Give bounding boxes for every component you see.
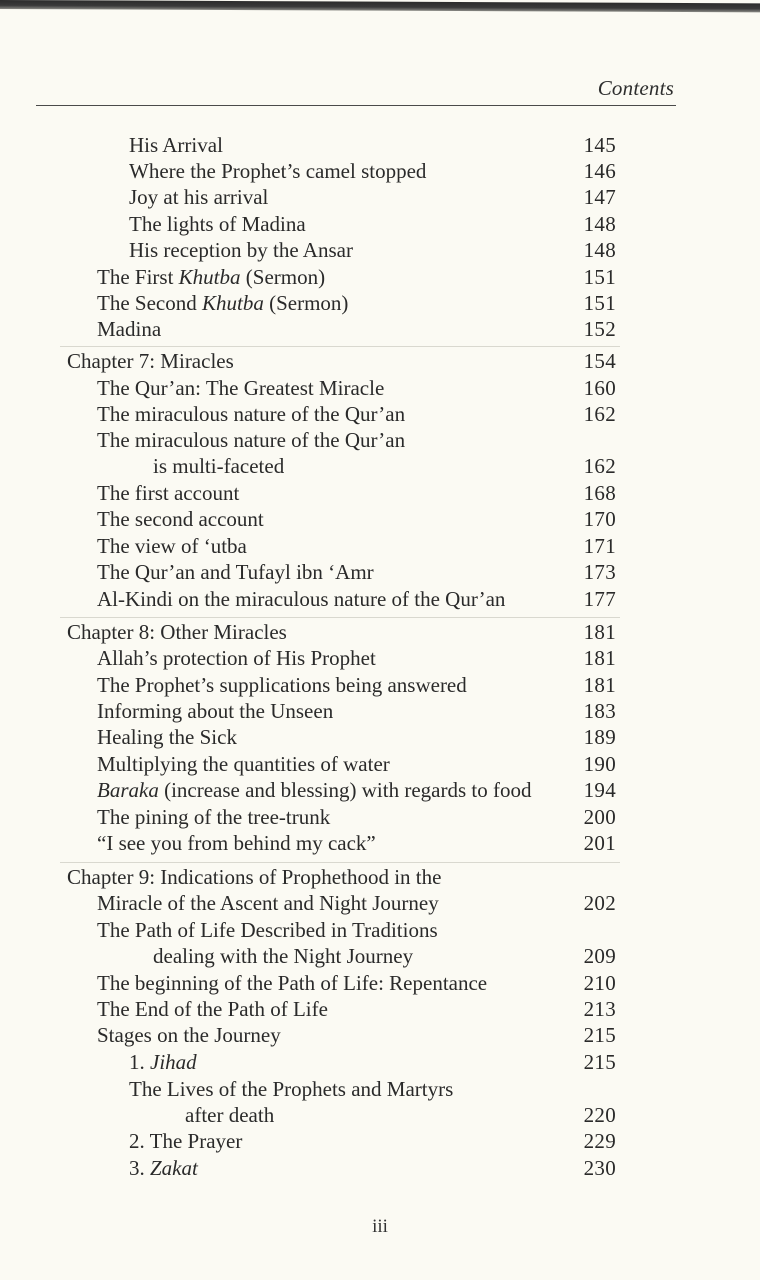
toc-entry-text: The Qur’an and Tufayl ibn ‘Amr — [97, 560, 374, 584]
toc-entry-text: (increase and blessing) with regards to food — [158, 778, 532, 802]
toc-entry-text: (Sermon) — [263, 291, 349, 315]
toc-entry-text: Allah’s protection of His Prophet — [97, 646, 376, 670]
toc-entry — [0, 480, 760, 507]
toc-entry-title — [67, 348, 234, 375]
toc-page-number: 146 — [583, 159, 616, 183]
toc-entry-text: The view of ‘utba — [97, 534, 247, 558]
toc-entry-text: Informing about the Unseen — [97, 699, 334, 723]
toc-page-number: 173 — [583, 560, 616, 584]
toc-entry — [0, 1022, 760, 1049]
toc-entry-text: The Lives of the Prophets and Martyrs — [129, 1077, 454, 1101]
toc-page-number: 151 — [583, 291, 616, 315]
running-head: Contents — [597, 76, 674, 100]
toc-page-number: 170 — [583, 507, 616, 531]
toc-entry-title — [67, 864, 441, 891]
toc-entry-text: The pining of the tree-trunk — [97, 805, 331, 829]
toc-entry-title — [185, 1102, 274, 1129]
toc-entry-text: Chapter 8: Other Miracles — [67, 620, 287, 644]
toc-entry-text: The miraculous nature of the Qur’an — [97, 428, 406, 452]
toc-entry — [0, 375, 760, 402]
toc-chapter-heading — [0, 348, 760, 375]
toc-entry-text: Joy at his arrival — [129, 185, 269, 209]
toc-entry-title — [97, 890, 439, 917]
toc-page-number: 152 — [583, 317, 616, 341]
toc-entry — [0, 237, 760, 264]
toc-entry-text: Al-Kindi on the miraculous nature of the Qur’an — [97, 587, 506, 611]
toc-entry-text: is multi-faceted — [153, 454, 285, 478]
page-number: iii — [372, 1216, 388, 1237]
toc-entry-title — [129, 132, 223, 159]
toc-entry — [0, 559, 760, 586]
toc-entry-title — [129, 184, 268, 211]
toc-entry — [0, 751, 760, 778]
toc-entry — [0, 506, 760, 533]
toc-entry-text: 2. The Prayer — [129, 1129, 243, 1153]
toc-entry-text: Healing the Sick — [97, 725, 237, 749]
toc-entry-text: “I see you from behind my cack” — [97, 831, 376, 855]
scan-top-edge — [0, 0, 760, 12]
toc-entry — [0, 804, 760, 831]
toc-page-number: 171 — [583, 534, 616, 558]
toc-entry-title — [97, 533, 247, 560]
toc-page-number: 230 — [583, 1156, 616, 1180]
toc-page-number: 177 — [583, 587, 616, 611]
toc-page-number: 154 — [583, 349, 616, 373]
toc-entry-title — [97, 970, 487, 997]
toc-entry-text: dealing with the Night Journey — [153, 944, 414, 968]
toc-page-number: 148 — [583, 238, 616, 262]
toc-entry — [0, 890, 760, 917]
toc-entry-title — [97, 830, 376, 857]
toc-entry-text: The Qur’an: The Greatest Miracle — [97, 376, 385, 400]
toc-page-number: 183 — [583, 699, 616, 723]
toc-entry-title — [97, 724, 237, 751]
toc-entry-text: The Second — [97, 291, 202, 315]
toc-page-number: 162 — [583, 454, 616, 478]
toc-entry-title — [97, 777, 531, 804]
toc-entry-text: The second account — [97, 507, 264, 531]
toc-chapter-heading — [0, 864, 760, 891]
toc-entry-title — [97, 586, 505, 613]
toc-entry-text: Chapter 7: Miracles — [67, 349, 234, 373]
toc-page-number: 215 — [583, 1023, 616, 1047]
toc-entry — [0, 1049, 760, 1076]
toc-entry-title — [97, 698, 333, 725]
toc-entry-title — [97, 1022, 281, 1049]
toc-page-number: 160 — [583, 376, 616, 400]
toc-entry — [0, 184, 760, 211]
toc-entry — [0, 1128, 760, 1155]
toc-entry-text: Multiplying the quantities of water — [97, 752, 390, 776]
toc-page-number: 220 — [583, 1103, 616, 1127]
toc-entry — [0, 211, 760, 238]
toc-entry — [0, 401, 760, 428]
toc-entry-title — [129, 158, 426, 185]
toc-entry-text: The beginning of the Path of Life: Repentance — [97, 971, 488, 995]
toc-entry — [0, 830, 760, 857]
toc-page-number: 162 — [583, 402, 616, 426]
toc-entry-title — [97, 672, 467, 699]
toc-entry-title — [97, 375, 384, 402]
toc-entry — [0, 996, 760, 1023]
toc-entry-title — [97, 917, 438, 944]
toc-entry-text: His reception by the Ansar — [129, 238, 353, 262]
toc-entry-text: (Sermon) — [240, 265, 326, 289]
toc-entry — [0, 777, 760, 804]
toc-page-number: 215 — [583, 1050, 616, 1074]
toc-entry — [0, 645, 760, 672]
toc-entry-text: The miraculous nature of the Qur’an — [97, 402, 406, 426]
toc-entry-title — [129, 1128, 242, 1155]
toc-entry-title — [97, 480, 239, 507]
toc-entry-text: 1. — [129, 1050, 150, 1074]
toc-entry-text: Madina — [97, 317, 162, 341]
toc-entry-italic-term: Khutba — [201, 291, 264, 315]
toc-entry — [0, 1076, 760, 1103]
toc-entry-text: His Arrival — [129, 133, 223, 157]
toc-page-number: 181 — [583, 646, 616, 670]
toc-page-number: 147 — [583, 185, 616, 209]
toc-page-number: 151 — [583, 265, 616, 289]
toc-entry — [0, 672, 760, 699]
toc-entry-text: Chapter 9: Indications of Prophethood in the — [67, 865, 442, 889]
toc-entry-title — [97, 996, 328, 1023]
toc-entry-title — [129, 1076, 453, 1103]
toc-entry-text: The first account — [97, 481, 240, 505]
toc-entry — [0, 533, 760, 560]
toc-entry-title — [97, 316, 161, 343]
toc-entry-title — [153, 943, 413, 970]
toc-entry-title — [153, 453, 284, 480]
toc-entry-title — [129, 1155, 198, 1182]
toc-entry-title — [129, 237, 353, 264]
toc-entry-text: Miracle of the Ascent and Night Journey — [97, 891, 439, 915]
toc-entry — [0, 724, 760, 751]
toc-entry-italic-term: Khutba — [178, 265, 241, 289]
toc-entry-title — [97, 559, 374, 586]
toc-entry-title — [97, 506, 264, 533]
toc-chapter-heading — [0, 619, 760, 646]
toc-entry-title — [97, 427, 405, 454]
toc-page-number: 181 — [583, 620, 616, 644]
toc-page-number: 201 — [583, 831, 616, 855]
toc-entry-text: The Prophet’s supplications being answered — [97, 673, 467, 697]
toc-page-number: 213 — [583, 997, 616, 1021]
toc-page-number: 145 — [583, 133, 616, 157]
toc-entry-text: Stages on the Journey — [97, 1023, 281, 1047]
toc-entry-italic-term: Baraka — [97, 778, 159, 802]
toc-entry-title — [97, 290, 348, 317]
toc-page-number: 210 — [583, 971, 616, 995]
toc-entry-italic-term: Zakat — [150, 1156, 198, 1180]
toc-entry — [0, 453, 760, 480]
toc-entry — [0, 427, 760, 454]
toc-page-number: 229 — [583, 1129, 616, 1153]
toc-page-number: 200 — [583, 805, 616, 829]
toc-entry — [0, 158, 760, 185]
toc-entry — [0, 917, 760, 944]
toc-entry-title — [67, 619, 287, 646]
toc-entry-text: The End of the Path of Life — [97, 997, 328, 1021]
header-rule — [36, 105, 676, 106]
toc-entry-title — [97, 401, 405, 428]
toc-entry-text: after death — [185, 1103, 275, 1127]
toc-page-number: 189 — [583, 725, 616, 749]
toc-entry-title — [129, 211, 306, 238]
toc-entry — [0, 316, 760, 343]
toc-entry-text: The First — [97, 265, 179, 289]
toc-entry — [0, 1155, 760, 1182]
toc-entry — [0, 970, 760, 997]
toc-entry-text: 3. — [129, 1156, 150, 1180]
toc-entry — [0, 698, 760, 725]
toc-page-number: 190 — [583, 752, 616, 776]
toc-page-number: 202 — [583, 891, 616, 915]
toc-entry-text: The lights of Madina — [129, 212, 306, 236]
toc-page-number: 194 — [583, 778, 616, 802]
toc-entry-title — [97, 264, 325, 291]
toc-entry — [0, 290, 760, 317]
toc-entry — [0, 586, 760, 613]
toc-entry-title — [97, 645, 376, 672]
toc-entry — [0, 943, 760, 970]
toc-page-number: 168 — [583, 481, 616, 505]
toc-entry-text: The Path of Life Described in Traditions — [97, 918, 438, 942]
toc-entry — [0, 1102, 760, 1129]
toc-entry-title — [97, 751, 390, 778]
toc-entry — [0, 264, 760, 291]
toc-entry-title — [129, 1049, 197, 1076]
toc-entry-text: Where the Prophet’s camel stopped — [129, 159, 427, 183]
toc-page-number: 181 — [583, 673, 616, 697]
toc-page-number: 148 — [583, 212, 616, 236]
toc-entry — [0, 132, 760, 159]
toc-page-number: 209 — [583, 944, 616, 968]
toc-entry-italic-term: Jihad — [150, 1050, 197, 1074]
toc-entry-title — [97, 804, 330, 831]
